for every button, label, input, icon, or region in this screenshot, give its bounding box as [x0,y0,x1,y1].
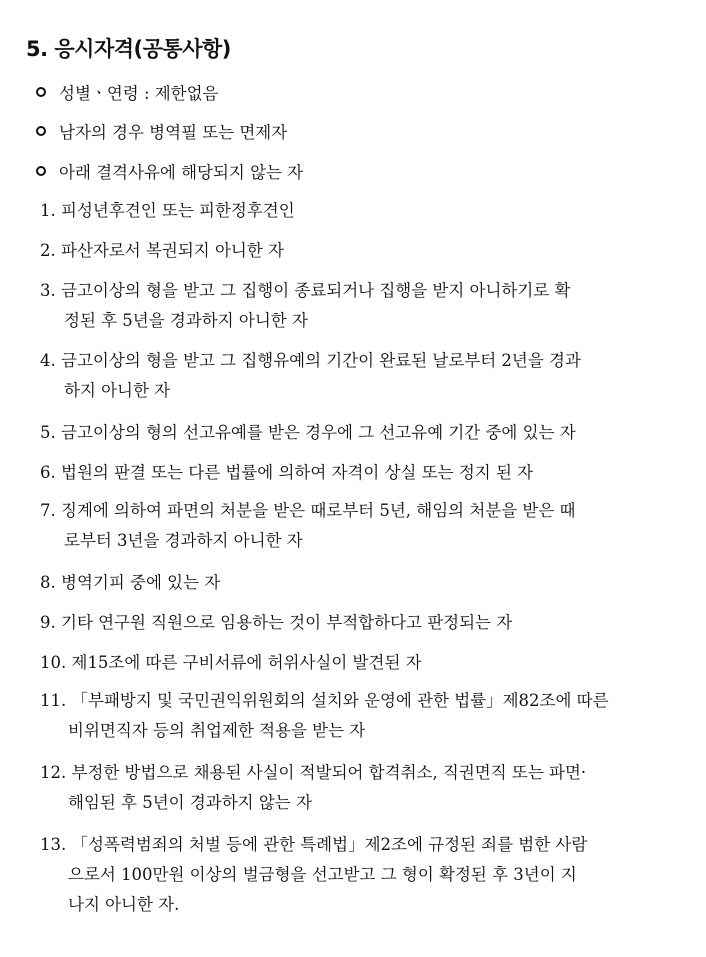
list-item-first-line [40,568,670,598]
list-item-text: 부정한 방법으로 채용된 사실이 적발되어 합격취소, 직권면직 또는 파면· [71,763,587,782]
list-item [40,608,670,638]
list-item-number: 4. [40,351,56,370]
list-item-continuation-line [40,716,670,746]
list-item [40,346,670,406]
circle-bullet-icon [36,126,46,136]
list-item-text: 금고이상의 형을 받고 그 집행이 종료되거나 집행을 받지 아니하기로 확 [61,281,571,300]
list-item-text: 제15조에 따른 구비서류에 허위사실이 발견된 자 [71,653,422,672]
bullet-text: 아래 결격사유에 해당되지 않는 자 [59,163,304,182]
list-item-first-line [40,418,670,448]
bullet-military [36,119,287,143]
list-item [40,758,670,818]
list-item [40,276,670,336]
bullet-text: 남자의 경우 병역필 또는 면제자 [59,123,288,142]
bullet-gender-age [36,80,219,104]
list-item-text: 나지 아니한 자. [68,895,180,914]
list-item-continuation-line [40,890,670,920]
list-item-number: 3. [40,281,56,300]
list-item [40,648,670,678]
list-item-text: 법원의 판결 또는 다른 법률에 의하여 자격이 상실 또는 정지 된 자 [61,463,534,482]
list-item-number: 7. [40,501,56,520]
list-item-first-line [40,686,670,716]
list-item [40,418,670,448]
list-item-first-line [40,346,670,376]
list-item-text: 금고이상의 형을 받고 그 집행유예의 기간이 완료된 날로부터 2년을 경과 [61,351,581,370]
list-item-first-line [40,758,670,788]
list-item-text: 「부패방지 및 국민권익위원회의 설치와 운영에 관한 법률」제82조에 따른 [71,691,609,710]
list-item-text: 「성폭력범죄의 처벌 등에 관한 특례법」제2조에 규정된 죄를 범한 사람 [71,835,588,854]
list-item-number: 6. [40,463,56,482]
list-item-number: 11. [40,691,67,710]
list-item-text: 비위면직자 등의 취업제한 적용을 받는 자 [68,721,366,740]
list-item-text: 징계에 의하여 파면의 처분을 받은 때로부터 5년, 해임의 처분을 받은 때 [61,501,576,520]
list-item-first-line [40,458,670,488]
list-item-text: 파산자로서 복권되지 아니한 자 [61,241,284,260]
list-item-continuation-line [40,376,670,406]
circle-bullet-icon [36,166,46,176]
list-item-number: 13. [40,835,67,854]
list-item-number: 10. [40,653,67,672]
section-title: 5. 응시자격(공통사항) [26,37,231,61]
list-item-number: 2. [40,241,56,260]
list-item-text: 피성년후견인 또는 피한정후견인 [61,201,295,220]
list-item-first-line [40,608,670,638]
list-item-number: 8. [40,573,56,592]
list-item-text: 해임된 후 5년이 경과하지 않는 자 [68,793,312,812]
list-item [40,568,670,598]
list-item [40,458,670,488]
list-item-continuation-line [40,860,670,890]
list-item [40,236,670,266]
bullet-disqualification [36,159,303,183]
list-item-first-line [40,496,670,526]
list-item-continuation-line [40,306,670,336]
list-item-number: 5. [40,423,56,442]
list-item [40,830,670,920]
list-item [40,196,670,226]
list-item-first-line [40,830,670,860]
list-item-continuation-line [40,526,670,556]
list-item-text: 병역기피 중에 있는 자 [61,573,221,592]
list-item-number: 1. [40,201,56,220]
list-item-continuation-line [40,788,670,818]
list-item-first-line [40,648,670,678]
list-item [40,496,670,556]
list-item-text: 하지 아니한 자 [64,381,171,400]
list-item-text: 기타 연구원 직원으로 임용하는 것이 부적합하다고 판정되는 자 [61,613,513,632]
list-item-first-line [40,236,670,266]
list-item-text: 으로서 100만원 이상의 벌금형을 선고받고 그 형이 확정된 후 3년이 지 [68,865,577,884]
list-item-text: 금고이상의 형의 선고유예를 받은 경우에 그 선고유예 기간 중에 있는 자 [61,423,576,442]
list-item-number: 9. [40,613,56,632]
circle-bullet-icon [36,87,46,97]
list-item-text: 정된 후 5년을 경과하지 아니한 자 [64,311,308,330]
list-item [40,686,670,746]
list-item-text: 로부터 3년을 경과하지 아니한 자 [64,531,303,550]
list-item-first-line [40,196,670,226]
list-item-first-line [40,276,670,306]
list-item-number: 12. [40,763,67,782]
bullet-text: 성별ㆍ연령 : 제한없음 [59,84,219,103]
